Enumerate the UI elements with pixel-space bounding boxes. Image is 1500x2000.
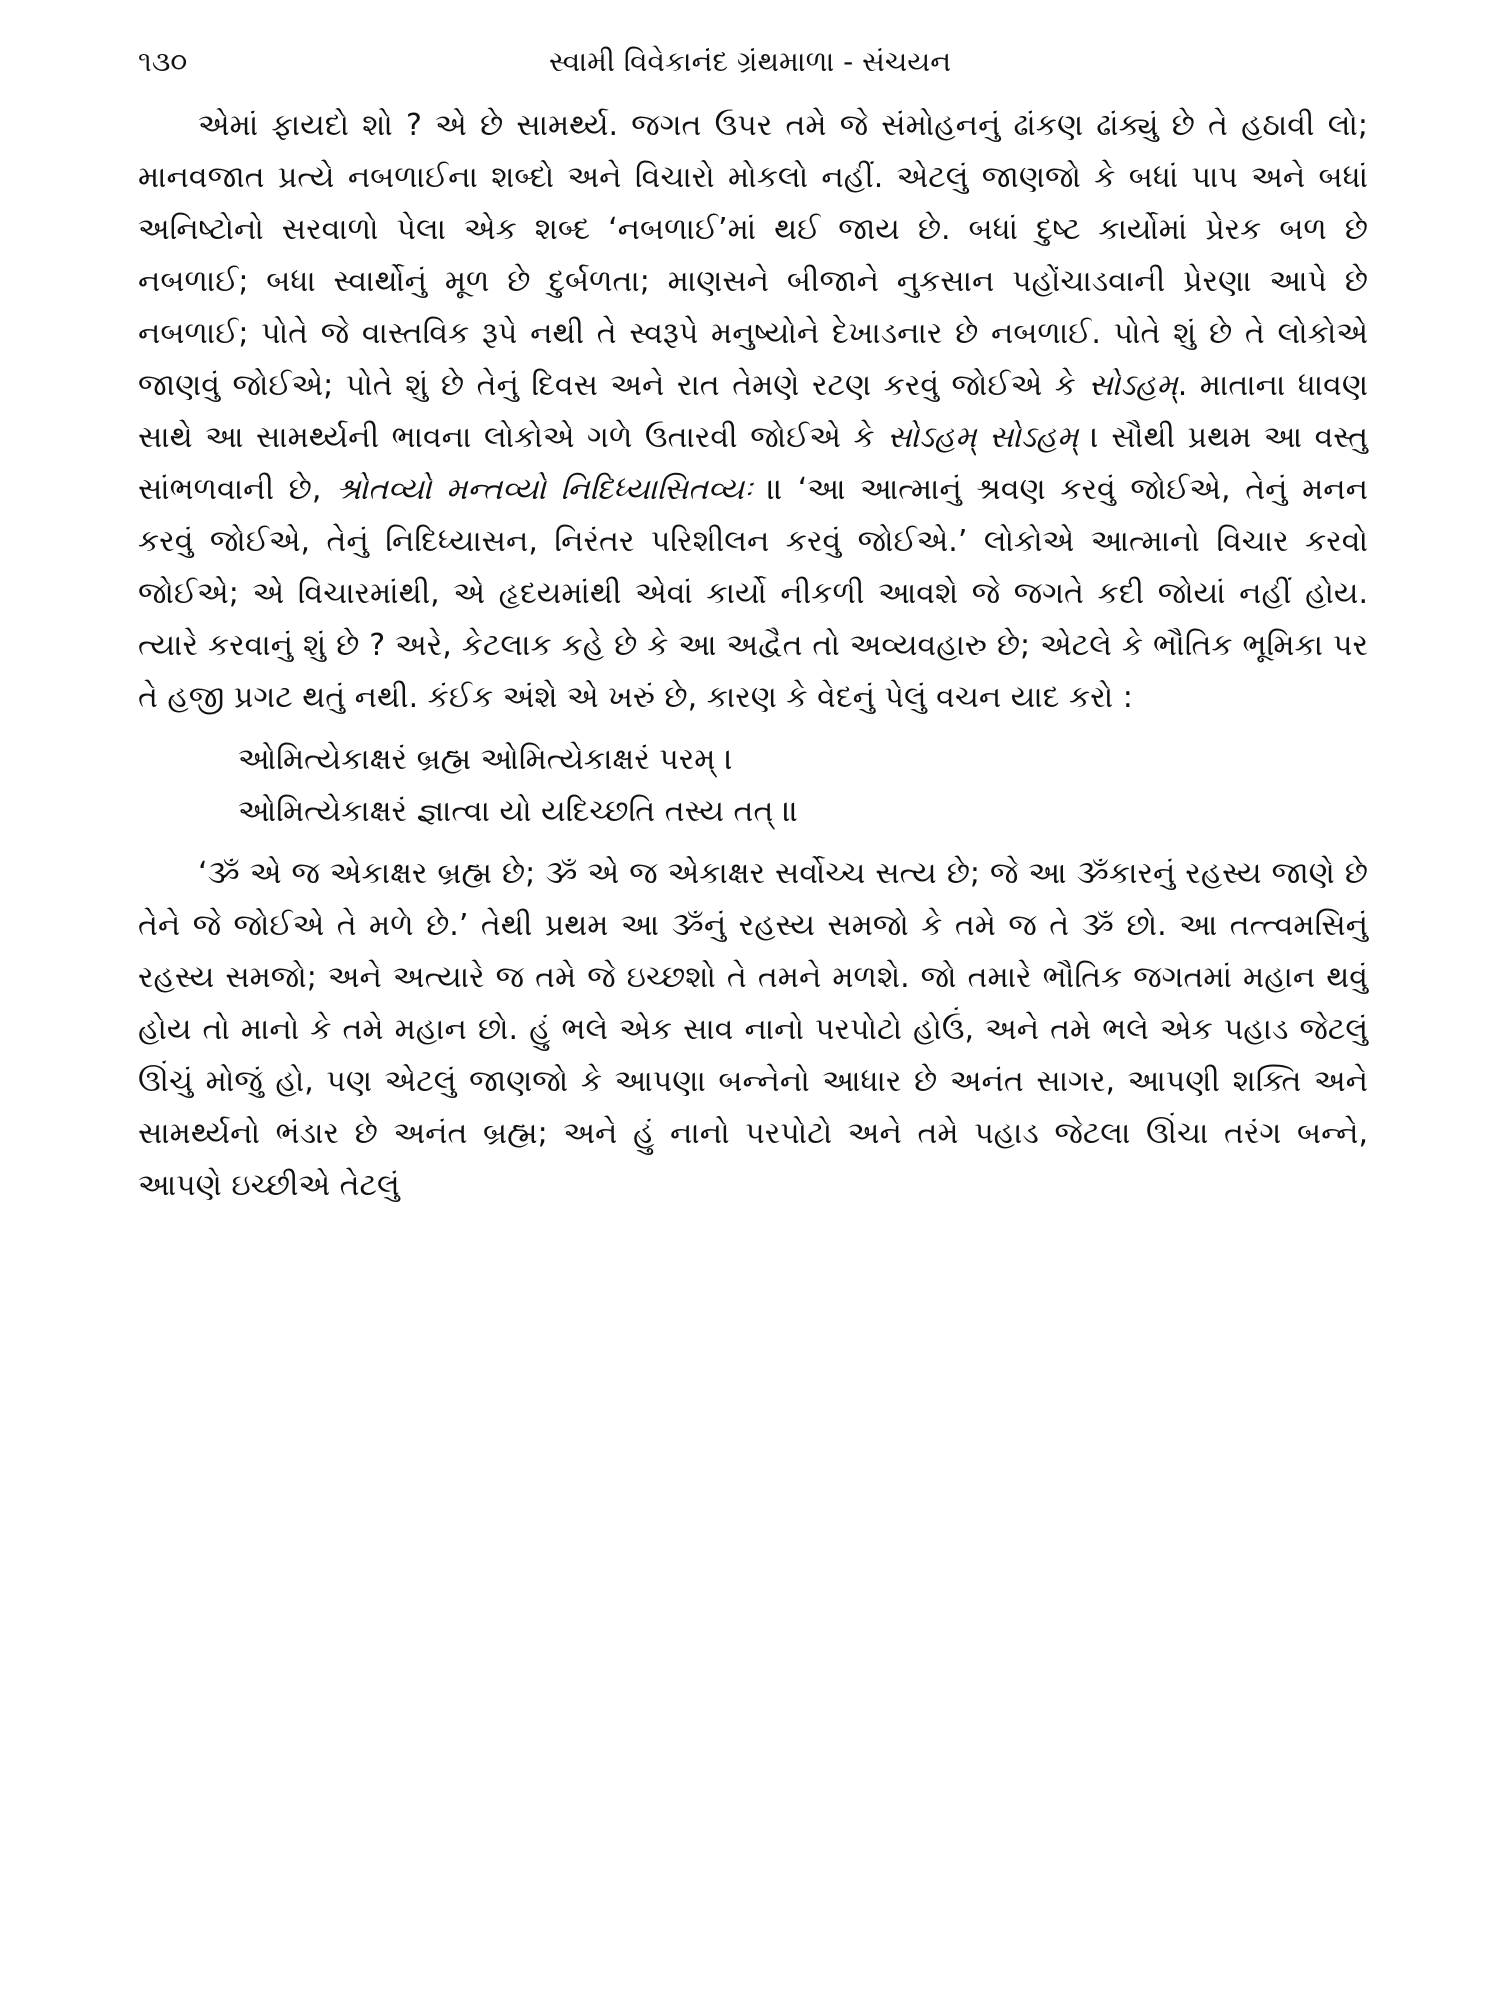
paragraph-1-text-b: . માતાના ધાવણ સાથે આ સામર્થ્યની ભાવના લોકોએ ગળે ઉતારવી જોઈએ કે	[138, 368, 1368, 455]
paragraph-1	[138, 100, 1368, 724]
page-header	[0, 42, 1500, 82]
paragraph-2: ‘ૐ એ જ એકાક્ષર બ્રહ્મ છે; ૐ એ જ એકાક્ષર સર્વોચ્ચ સત્ય છે; જે આ ૐકારનું રહસ્ય જાણે છે તેને જે જોઈએ તે મળે છે.’ તેથી પ્રથમ આ ૐનું રહસ્ય સમજો કે તમે જ તે ૐ છો. આ તત્ત્વમસિનું રહસ્ય સમજો; અને અત્યારે જ તમે જે ઇચ્છશો તે તમને મળશે. જો તમારે ભૌતિક જગતમાં મહાન થવું હોય તો માનો કે તમે મહાન છો. હું ભલે એક સાવ નાનો પરપોટો હોઉં, અને તમે ભલે એક પહાડ જેટલું ઊંચું મોજું હો, પણ એટલું જાણજો કે આપણા બન્નેનો આધાર છે અનંત સાગર, આપણી શક્તિ અને સામર્થ્યનો ભંડાર છે અનંત બ્રહ્મ; અને હું નાનો પરપોટો અને તમે પહાડ જેટલા ઊંચા તરંગ બન્ને, આપણે ઇચ્છીએ તેટલું	[138, 856, 1368, 1203]
page-number: ૧૩૦	[138, 45, 188, 78]
paragraph-1-text-c: । સૌથી પ્રથમ આ વસ્તુ સાંભળવાની છે,	[138, 420, 1369, 507]
verse-block	[138, 734, 1368, 838]
running-title: સ્વામી વિવેકાનંદ ગ્રંથમાળા - સંચયન	[548, 45, 952, 78]
soham-term-1: સોઽહમ્	[1088, 368, 1178, 403]
soham-term-2: સોઽહમ્ સોઽહમ્	[887, 420, 1079, 455]
page-body	[138, 100, 1368, 1212]
verse-line-1: ઓમિત્યેકાક્ષરં બ્રહ્મ ઓમિત્યેકાક્ષરં પરમ્ ।	[238, 742, 733, 777]
paragraph-1-text-d: ॥ ‘આ આત્માનું શ્રવણ કરવું જોઈએ, તેનું મનન કરવું જોઈએ, તેનું નિદિધ્યાસન, નિરંતર પરિશીલન કરવું જોઈએ.’ લોકોએ આત્માનો વિચાર કરવો જોઈએ; એ વિચારમાંથી, એ હૃદયમાંથી એવાં કાર્યો નીકળી આવશે જે જગતે કદી જોયાં નહીં હોય. ત્યારે કરવાનું શું છે ? અરે, કેટલાક કહે છે કે આ અદ્વૈત તો અવ્યવહારુ છે; એટલે કે ભૌતિક ભૂમિકા પર તે હજી પ્રગટ થતું નથી. કંઈક અંશે એ ખરું છે, કારણ કે વેદનું પેલું વચન યાદ કરો :	[138, 472, 1368, 715]
paragraph-1-text-a: એમાં ફાયદો શો ? એ છે સામર્થ્ય. જગત ઉપર તમે જે સંમોહનનું ઢાંકણ ઢાંક્યું છે તે હઠાવી લો; માનવજાત પ્રત્યે નબળાઈના શબ્દો અને વિચારો મોકલો નહીં. એટલું જાણજો કે બધાં પાપ અને બધાં અનિષ્ટોનો સરવાળો પેલા એક શબ્દ ‘નબળાઈ’માં થઈ જાય છે. બધાં દુષ્ટ કાર્યોમાં પ્રેરક બળ છે નબળાઈ; બધા સ્વાર્થોનું મૂળ છે દુર્બળતા; માણસને બીજાને નુકસાન પહોંચાડવાની પ્રેરણા આપે છે નબળાઈ; પોતે જે વાસ્તવિક રૂપે નથી તે સ્વરૂપે મનુષ્યોને દેખાડનાર છે નબળાઈ. પોતે શું છે તે લોકોએ જાણવું જોઈએ; પોતે શું છે તેનું દિવસ અને રાત તેમણે રટણ કરવું જોઈએ કે	[138, 108, 1368, 403]
verse-line-2: ઓમિત્યેકાક્ષરં જ્ઞાત્વા યો યદિચ્છતિ તસ્ય તત્ ॥	[238, 794, 799, 829]
shrotavyo-quote: શ્રોતવ્યો મન્તવ્યો નિદિધ્યાસિતવ્યઃ	[336, 472, 753, 507]
